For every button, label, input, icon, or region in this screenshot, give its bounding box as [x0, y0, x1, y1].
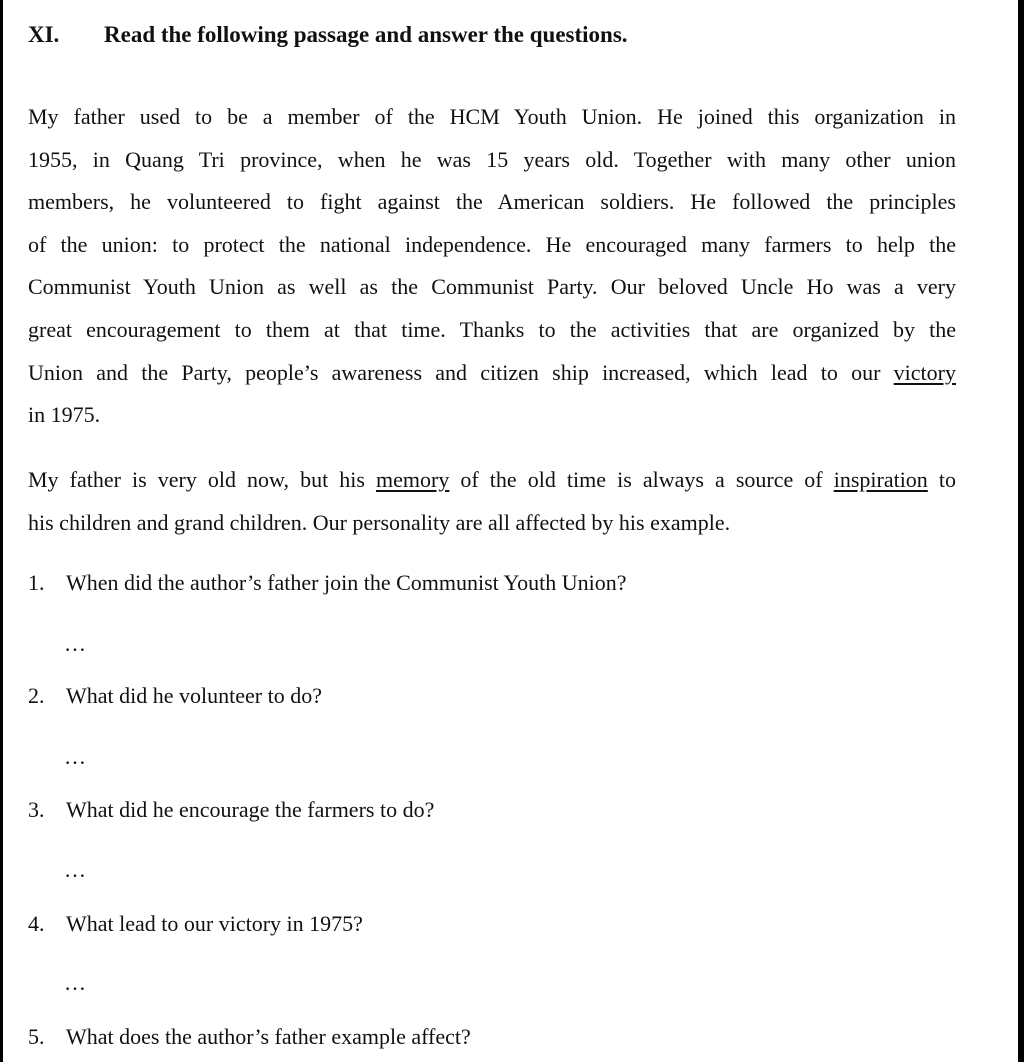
answer-blank-2: … [64, 744, 87, 769]
passage-text: to [927, 467, 956, 492]
answer-blank-3: … [64, 857, 87, 882]
underlined-word-inspiration: inspiration [833, 467, 928, 492]
question-2 [28, 683, 322, 709]
question-text: What lead to our victory in 1975? [66, 911, 363, 936]
passage-line [28, 459, 956, 502]
passage-text: Union and the Party, people’s awareness and citizen ship increased, which lead to our [28, 359, 894, 385]
passage-line: his children and grand children. Our personality are all affected by his example. [28, 509, 731, 535]
answer-blank-4: … [64, 970, 87, 995]
section-heading [28, 22, 628, 48]
question-text: What did he volunteer to do? [66, 683, 322, 708]
passage-line: Communist Youth Union as well as the Communist Party. Our beloved Uncle Ho was a very [28, 274, 956, 300]
question-number: 2. [28, 683, 45, 708]
question-3 [28, 797, 434, 823]
underlined-word-victory: victory [893, 359, 956, 385]
section-number: XI. [28, 22, 60, 47]
section-instruction: Read the following passage and answer the questions. [104, 22, 628, 47]
question-number: 3. [28, 797, 45, 822]
passage-line: members, he volunteered to fight against the American soldiers. He followed the principles [28, 189, 956, 215]
question-number: 4. [28, 911, 45, 936]
passage-line: great encouragement to them at that time. Thanks to the activities that are organized by the [28, 316, 956, 342]
underlined-word-memory: memory [376, 467, 450, 492]
question-number: 1. [28, 570, 45, 595]
question-text: What does the author’s father example affect? [66, 1024, 471, 1049]
question-text: What did he encourage the farmers to do? [66, 797, 435, 822]
passage-paragraph-2 [28, 459, 956, 544]
passage-text: My father is very old now, but his [28, 467, 377, 492]
question-4 [28, 911, 363, 937]
question-1 [28, 570, 627, 596]
question-5 [28, 1024, 471, 1050]
passage-line: My father used to be a member of the HCM Youth Union. He joined this organization in [28, 104, 956, 129]
passage-line: in 1975. [28, 402, 101, 428]
answer-blank-1: … [64, 631, 87, 656]
passage-text: of the old time is always a source of [449, 467, 834, 492]
passage-line: 1955, in Quang Tri province, when he was 15 years old. Together with many other union [28, 146, 956, 172]
question-text: When did the author’s father join the Communist Youth Union? [66, 570, 627, 595]
passage-paragraph-1 [28, 96, 956, 437]
question-number: 5. [28, 1024, 45, 1049]
passage-line [28, 352, 956, 395]
passage-line: of the union: to protect the national independence. He encouraged many farmers to help the [28, 231, 956, 257]
